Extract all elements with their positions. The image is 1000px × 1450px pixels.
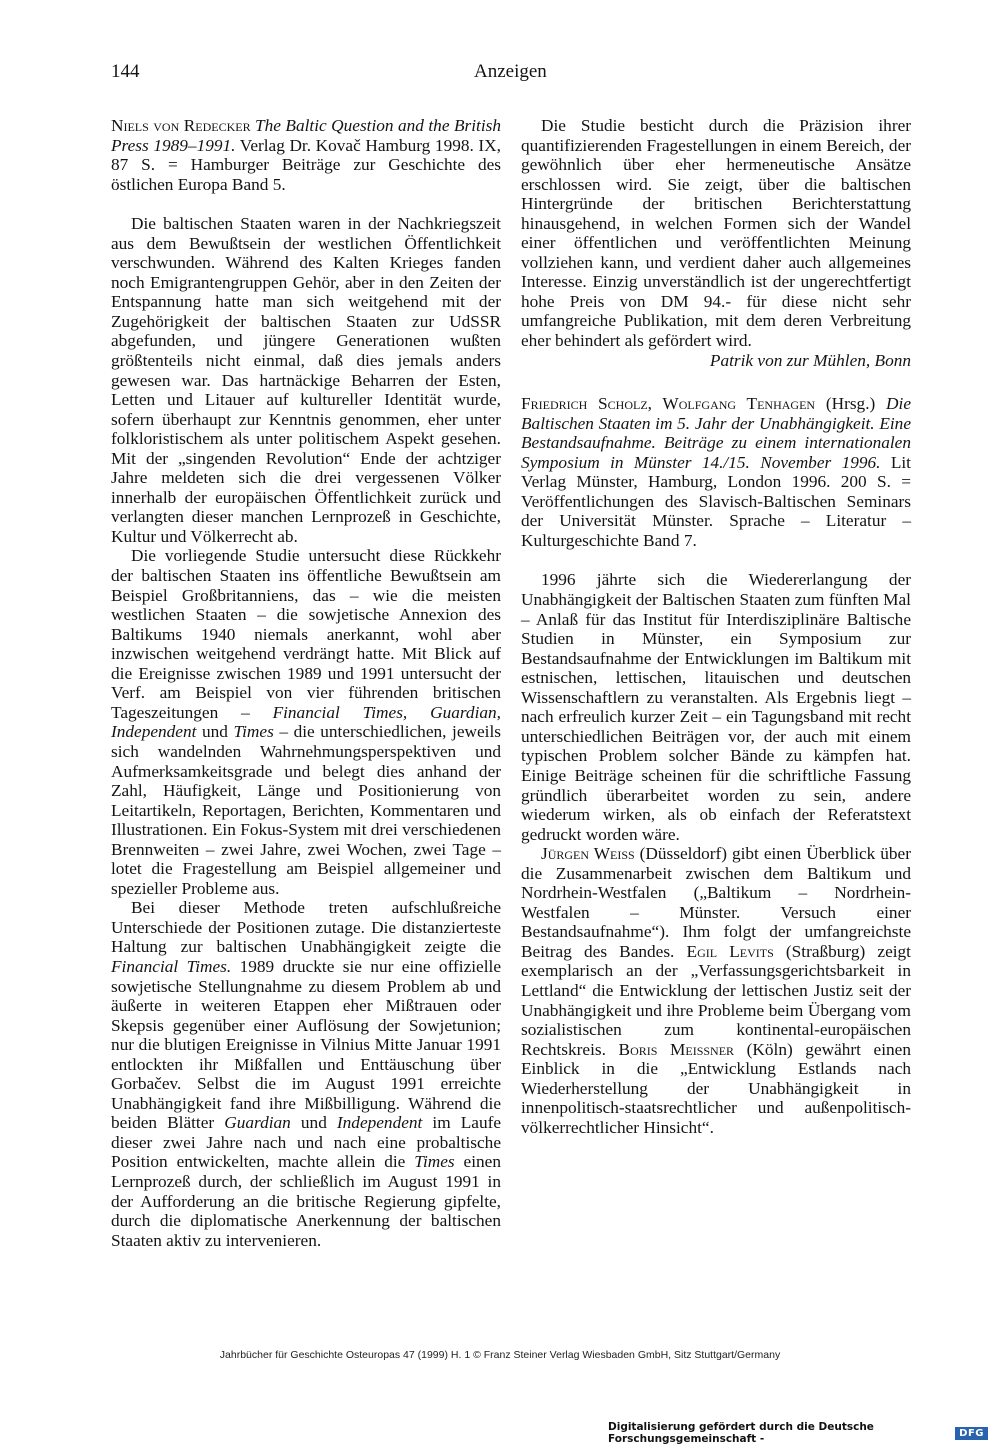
review2-publisher: Lit Verlag Münster, Hamburg, London 1996. 200 S. = Veröffentlichungen des Slavisch-Baltischen Seminars der Universität Münster. Sprache – Literatur – Kulturgeschichte Band 7.	[521, 452, 911, 550]
left-column	[111, 116, 501, 1250]
review1-paragraph-1: Die baltischen Staaten waren in der Nachkriegszeit aus dem Bewußtsein der westlichen Öffentlichkeit verschwunden. Während des Kalten Krieges fanden noch Emigrantengruppen Gehör, aber in den Zeiten der Entspannung hatte man sich weitgehend mit der Zugehörigkeit der baltischen Staaten zur UdSSR abgefunden, und jüngere Generationen wußten größtenteils nicht einmal, daß dies jemals anders gewesen war. Das hartnäckige Beharren der Esten, Letten und Litauer auf kultureller Identität wurde, sofern überhaupt zur Kenntnis genommen, eher unter folkloristischem als unter politischem Aspekt gesehen. Mit der „singenden Revolution“ Ende der achtziger Jahre meldeten sich die drei vergessenen Völker innerhalb der europäischen Öffentlichkeit zurück und verlangten dieser manchen Lernprozeß in Geschichte, Kultur und Völkerrecht ab.	[111, 214, 501, 546]
review1-author: Niels von Redecker	[111, 116, 251, 135]
review2-paragraph-2: Jürgen Weiß (Düsseldorf) gibt einen Überblick über die Zusammenarbeit zwischen dem Baltikum und Nordrhein-Westfalen („Baltikum – Nordrhein-Westfalen – Münster. Versuch einer Bestandsaufnahme“). Ihm folgt der umfangreichste Beitrag des Bandes. Egil Levits (Straßburg) zeigt exemplarisch an der „Verfassungsgerichtsbarkeit in Lettland“ die Entwicklung der lettischen Justiz seit der Unabhängigkeit und ihre Probleme beim Übergang vom sozialistischen zum kontinental-europäischen Rechtskreis. Boris Meissner (Köln) gewährt einen Einblick in die „Entwicklung Estlands nach Wiederherstellung der Unabhängigkeit in innenpolitisch-staatsrechtlicher und außenpolitisch-völkerrechtlicher Hinsicht“.	[521, 844, 911, 1137]
review1-paragraph-4: Die Studie besticht durch die Präzision ihrer quantifizierenden Fragestellungen in einem Bereich, der gewöhnlich über eher hermeneutische Ansätze erschlossen wird. Sie zeigt, über die baltischen Hintergründe der britischen Berichterstattung hinausgehend, in welchen Formen sich der Wandel einer öffentlichen und veröffentlichten Meinung vollziehen kann, und verdient daher auch allgemeines Interesse. Einzig unverständlich ist der ungerechtfertigt hohe Preis von DM 94.- für diese nicht sehr umfangreiche Publikation, mit dem deren Verbreitung eher behindert als gefördert wird.	[521, 116, 911, 351]
review1-paragraph-2: Die vorliegende Studie untersucht diese Rückkehr der baltischen Staaten ins öffentliche Bewußtsein am Beispiel Großbritanniens, das – wie die meisten westlichen Staaten – die sowjetische Annexion des Baltikums 1940 niemals anerkannt, wohl aber inzwischen weitgehend verdrängt hatte. Mit Blick auf die Ereignisse zwischen 1989 und 1991 untersucht der Verf. am Beispiel von vier führenden britischen Tageszeitungen – Financial Times, Guardian, Independent und Times – die unterschiedlichen, jeweils sich wandelnden Wahrnehmungsperspektiven und Aufmerksamkeitsgrade und belegt dies anhand der Zahl, Häufigkeit, Länge und Positionierung von Leitartikeln, Reportagen, Berichten, Kommentaren und Illustrationen. Ein Fokus-System mit drei verschiedenen Brennweiten – zwei Jahre, zwei Wochen, zwei Tage – lotet die Fragestellung am Beispiel allgemeiner und spezieller Probleme aus.	[111, 546, 501, 898]
review2-citation	[521, 394, 911, 550]
review1-paragraph-3: Bei dieser Methode treten aufschlußreiche Unterschiede der Positionen zutage. Die distanzierteste Haltung zur baltischen Unabhängigkeit zeigte die Financial Times. 1989 druckte sie nur eine offizielle sowjetische Stellungnahme zu diesem Problem ab und äußerte in weiteren Etappen eher Mißtrauen oder Skepsis gegenüber einer Auflösung der Sowjetunion; nur die blutigen Ereignisse in Vilnius Mitte Januar 1991 entlockten ihr Mißfallen und Enttäuschung über Gorbačev. Selbst die im August 1991 erreichte Unabhängigkeit fand ihre Mißbilligung. Während die beiden Blätter Guardian und Independent im Laufe dieser zwei Jahre nach und nach eine probaltische Position entwickelten, machte allein die Times einen Lernprozeß durch, der schließlich im August 1991 in der Aufforderung an die britische Regierung gipfelte, durch die diplomatische Anerkennung der baltischen Staaten aktiv zu intervenieren.	[111, 898, 502, 1250]
dfg-logo: DFG	[955, 1427, 988, 1440]
review2-hrsg: (Hrsg.)	[825, 394, 876, 414]
review1-title: The Baltic Question and the British Press 1989–1991.	[111, 116, 501, 155]
review1-citation	[111, 116, 501, 194]
page-number: 144	[111, 61, 140, 82]
right-column	[521, 116, 911, 1137]
review2-paragraph-1: 1996 jährte sich die Wiedererlangung der Unabhängigkeit der Baltischen Staaten zum fünften Mal – Anlaß für das Institut für Interdisziplinäre Baltische Studien in Münster, ein Symposium zur Bestandsaufnahme der Entwicklungen im Baltikum mit estnischen, lettischen, litauischen und deutschen Wissenschaftlern zu veranstalten. Als Ergebnis liegt – nach erfreulich kurzer Zeit – ein Tagungsband mit recht unterschiedlichen Beiträgen vor, der auch mit einem typischen Problem solcher Bände zu kämpfen hat. Einige Beiträge scheinen für die schriftliche Fassung gründlich überarbeitet worden zu sein, andere wiederum wirken, als ob einfach der Referatstext gedruckt worden wäre.	[521, 570, 911, 844]
journal-footer: Jahrbücher für Geschichte Osteuropas 47 (1999) H. 1 © Franz Steiner Verlag Wiesbaden GmbH, Sitz Stuttgart/Germany	[219, 1349, 781, 1361]
review1-publisher: Verlag Dr. Kovač Hamburg 1998. IX, 87 S. = Hamburger Beiträge zur Geschichte des östlichen Europa Band 5.	[111, 135, 501, 194]
review2-authors: Friedrich Scholz, Wolfgang Tenhagen	[521, 394, 816, 414]
digitization-text: Digitalisierung gefördert durch die Deutsche Forschungsgemeinschaft -	[608, 1421, 874, 1445]
review2-title: Die Baltischen Staaten im 5. Jahr der Unabhängigkeit. Eine Bestandsaufnahme. Beiträge zu einem internationalen Symposium in Münster 14./15. November 1996.	[521, 394, 911, 472]
running-head: Anzeigen	[474, 61, 547, 82]
review1-reviewer: Patrik von zur Mühlen, Bonn	[709, 350, 911, 370]
digitization-credit	[608, 1421, 988, 1445]
